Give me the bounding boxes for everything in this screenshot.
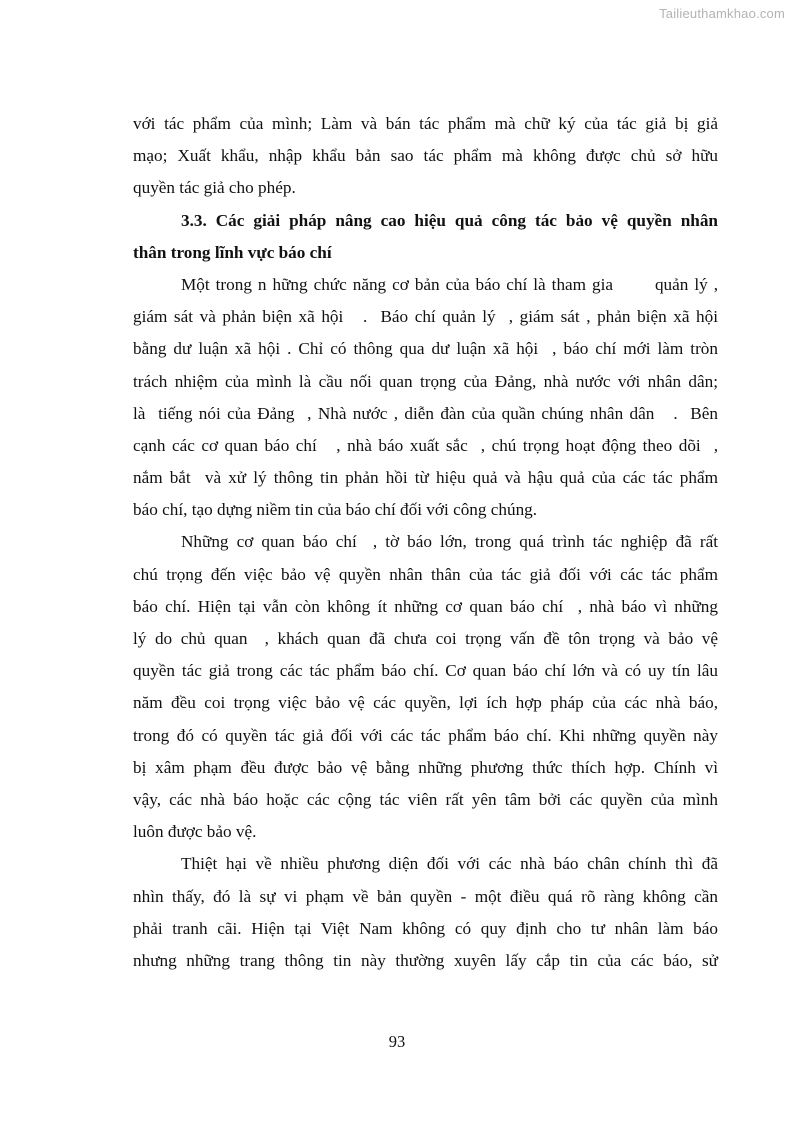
text-line: quyền tác giả cho phép. — [133, 178, 296, 198]
text-line: với tác phẩm của mình; Làm và bán tác phẩm mà chữ ký của tác giả bị giả — [133, 114, 718, 133]
text-line: nhìn thấy, đó là sự vi phạm về bản quyền - một điều quá rõ ràng không cần — [133, 886, 718, 906]
text-line: Thiệt hại về nhiều phương diện đối với các nhà báo chân chính thì đã — [181, 854, 718, 874]
text-line: nắm bắt và xử lý thông tin phản hồi từ hiệu quả và hậu quả của các tác phẩm — [133, 468, 718, 488]
text-line: trong đó có quyền tác giả đối với các tác phẩm báo chí. Khi những quyền này — [133, 725, 718, 745]
section-heading: 3.3. Các giải pháp nâng cao hiệu quả công tác bảo vệ quyền nhân — [181, 210, 718, 230]
text-line: năm đều coi trọng việc bảo vệ các quyền, lợi ích hợp pháp của các nhà báo, — [133, 693, 718, 713]
text-line: lý do chủ quan , khách quan đã chưa coi trọng vấn đề tôn trọng và bảo vệ — [133, 629, 718, 648]
text-line: Một trong n hững chức năng cơ bản của báo chí là tham gia quản lý , — [181, 274, 718, 294]
text-line: báo chí. Hiện tại vẫn còn không ít những cơ quan báo chí , nhà báo vì những — [133, 596, 718, 616]
text-line: chú trọng đến việc bảo vệ quyền nhân thân của tác giả đối với các tác phẩm — [133, 564, 718, 584]
text-line: là tiếng nói của Đảng , Nhà nước , diễn đàn của quần chúng nhân dân . Bên — [133, 403, 718, 423]
text-line: phải tranh cãi. Hiện tại Việt Nam không có quy định cho tư nhân làm báo — [133, 918, 718, 938]
text-line: luôn được bảo vệ. — [133, 822, 257, 842]
page-number: 93 — [388, 1032, 406, 1051]
text-line: mạo; Xuất khẩu, nhập khẩu bản sao tác phẩm mà không được chủ sở hữu — [133, 146, 718, 166]
text-line: quyền tác giả trong các tác phẩm báo chí. Cơ quan báo chí lớn và có uy tín lâu — [133, 661, 718, 681]
text-line: Những cơ quan báo chí , tờ báo lớn, trong quá trình tác nghiệp đã rất — [181, 532, 718, 552]
text-line: trách nhiệm của mình là cầu nối quan trọng của Đảng, nhà nước với nhân dân; — [133, 371, 718, 391]
text-line: bằng dư luận xã hội . Chỉ có thông qua dư luận xã hội , báo chí mới làm tròn — [133, 339, 718, 359]
text-line: giám sát và phản biện xã hội . Báo chí quản lý , giám sát , phản biện xã hội — [133, 307, 718, 327]
text-line: cạnh các cơ quan báo chí , nhà báo xuất sắc , chú trọng hoạt động theo dõi , — [133, 435, 718, 455]
text-line: bị xâm phạm đều được bảo vệ bằng những phương thức thích hợp. Chính vì — [133, 757, 718, 777]
watermark-text: Tailieuthamkhao.com — [659, 6, 785, 21]
text-line: vậy, các nhà báo hoặc các cộng tác viên rất yên tâm bởi các quyền của mình — [133, 789, 718, 809]
text-line: nhưng những trang thông tin này thường xuyên lấy cắp tin của các báo, sử — [133, 950, 718, 970]
document-body — [133, 108, 718, 977]
section-heading: thân trong lĩnh vực báo chí — [133, 242, 332, 262]
text-line: báo chí, tạo dựng niềm tin của báo chí đối với công chúng. — [133, 500, 538, 520]
